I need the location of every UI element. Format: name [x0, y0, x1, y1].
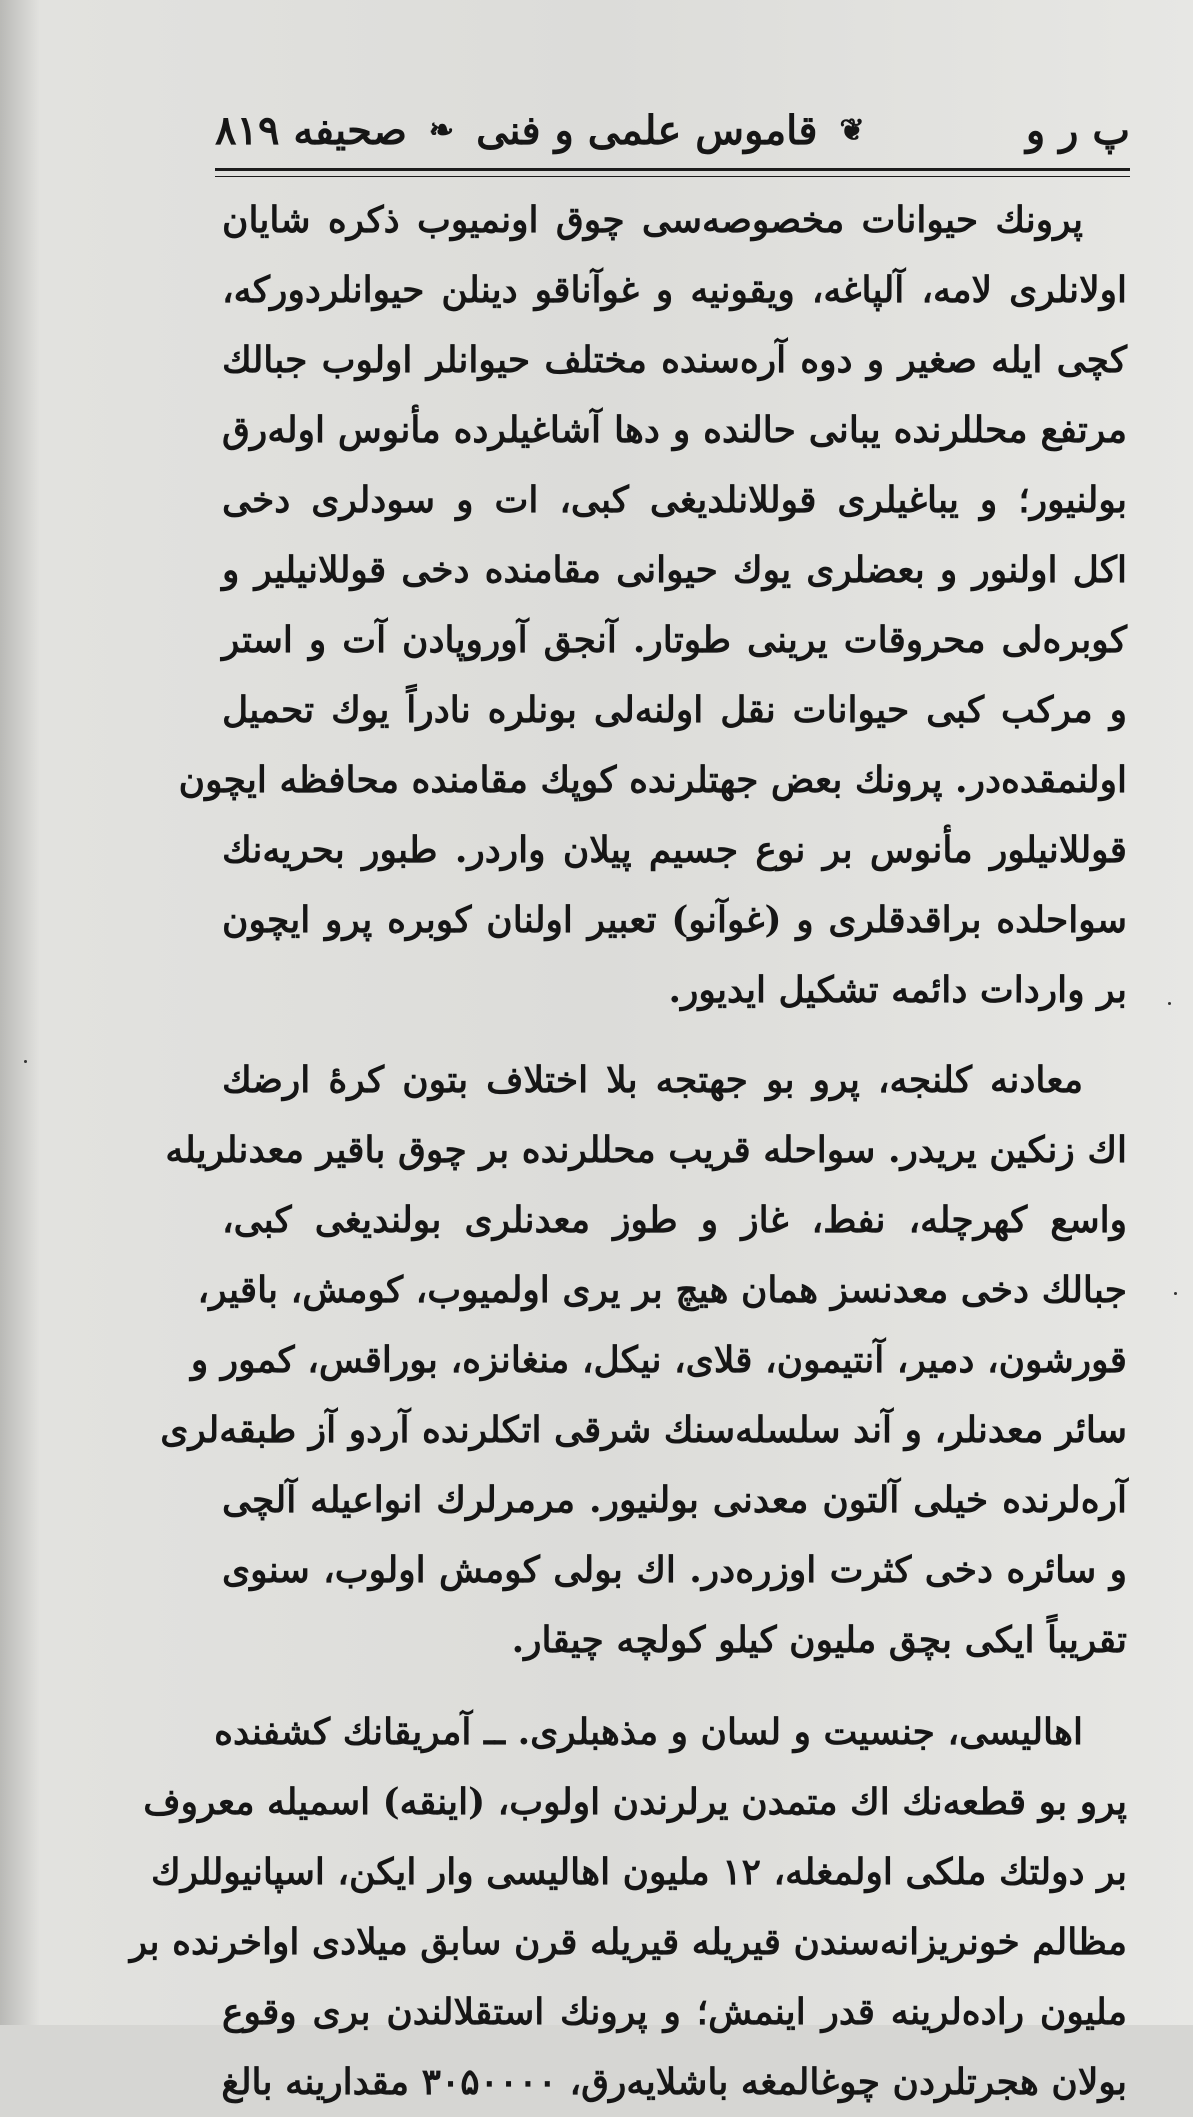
text-line: جبالك دخی معدنسز همان هیچ بر یری اولمیوب، کومش، باقیر،: [197, 1269, 1127, 1311]
text-line: بولان هجرتلردن چوغالمغه باشلایه‌رق، ۳۰۵۰۰۰۰ مقدارینه بالغ: [221, 2061, 1127, 2103]
running-header: [215, 95, 1130, 165]
text-line: تقریباً ایکی بچق ملیون کیلو کولچه چیقار.: [511, 1619, 1127, 1661]
text-line: مظالم خونریزانه‌سندن قیریله قیریله قرن سابق میلادی اواخرنده بر: [129, 1921, 1127, 1963]
paper-speck: [1168, 1002, 1171, 1005]
text-line: واسع کهرچله، نفط، غاز و طوز معدنلری بولندیغی کبی،: [222, 1199, 1127, 1241]
paper-speck: [1174, 1292, 1177, 1295]
text-line: اولنمقده‌در. پرونك بعض جهتلرنده کوپك مقامنده محافظه ایچون: [178, 759, 1127, 801]
text-line: آره‌لرنده خیلی آلتون معدنی بولنیور. مرمرلرك انواعیله آلچی: [222, 1479, 1127, 1521]
text-line: کچی ایله صغیر و دوه آره‌سنده مختلف حیوانلر اولوب جبالك: [222, 339, 1127, 381]
text-line: بولنیور؛ و یباغیلری قوللانلدیغی کبی، ات و سودلری دخی: [222, 479, 1127, 521]
paragraph-fauna: [178, 185, 1127, 1025]
text-line: اکل اولنور و بعضلری یوك حیوانی مقامنده دخی قوللانیلیر و: [222, 549, 1127, 591]
text-line: بر دولتك ملکی اولمغله، ۱۲ ملیون اهالیسی وار ایکن، اسپانیوللرك: [150, 1851, 1127, 1893]
text-line: ملیون راده‌لرینه قدر اینمش؛ و پرونك استقلالندن بری وقوع: [222, 1991, 1127, 2033]
text-line: پرو بو قطعه‌نك اك متمدن یرلرندن اولوب، (اینقه) اسمیله معروف: [143, 1781, 1127, 1823]
section-entry-label: پ ر و: [1025, 106, 1130, 154]
paragraph-population: [129, 1697, 1127, 2117]
text-line: پرونك حیوانات مخصوصه‌سی چوق اونمیوب ذکره شایان: [222, 199, 1083, 241]
header-rule: [215, 168, 1130, 171]
paper-speck: [24, 1060, 27, 1063]
ornament-icon: ❧: [428, 112, 455, 148]
text-line: و مرکب کبی حیوانات نقل اولنه‌لی بونلره نادراً یوك تحمیل: [222, 689, 1127, 731]
text-line: کوبره‌لی محروقات یرینی طوتار. آنجق آوروپادن آت و استر: [222, 619, 1127, 661]
text-line: اولانلری لامه، آلپاغه، ویقونیه و غوآناقو دینلن حیوانلردورکه،: [222, 269, 1127, 311]
text-line: سائر معدنلر، و آند سلسله‌سنك شرقی اتکلرنده آردو آز طبقه‌لری: [160, 1409, 1127, 1451]
page-number: صحیفه ۸۱۹: [215, 106, 407, 154]
paragraph-minerals: [160, 1045, 1127, 1675]
header-rule-thin: [215, 176, 1130, 177]
ornament-icon: ❦: [839, 112, 865, 148]
body-text: [129, 185, 1127, 2117]
text-line: قورشون، دمیر، آنتیمون، قلای، نیکل، منغانزه، بوراقس، کمور و: [190, 1339, 1127, 1381]
text-line: قوللانیلور مأنوس بر نوع جسیم پیلان واردر. طبور بحریه‌نك: [222, 829, 1127, 871]
text-line: سواحلده براقدقلری و (غوآنو) تعبیر اولنان کوبره پرو ایچون: [222, 899, 1127, 941]
text-line: و سائره دخی کثرت اوزره‌در. اك بولی کومش اولوب، سنوی: [222, 1549, 1127, 1591]
dictionary-title: قاموس علمی و فنی: [476, 106, 818, 154]
text-line: مرتفع محللرنده یبانی حالنده و دها آشاغیلرده مأنوس اوله‌رق: [222, 409, 1127, 451]
text-line: معادنه کلنجه، پرو بو جهتجه بلا اختلاف بتون کرهٔ ارضك: [222, 1059, 1083, 1101]
header-title-group: [215, 107, 865, 154]
text-line: اهالیسی، جنسیت و لسان و مذهبلری. ــ آمریقانك کشفنده: [214, 1711, 1083, 1753]
text-line: اك زنکین یریدر. سواحله قریب محللرنده بر چوق باقیر معدنلریله: [165, 1129, 1127, 1171]
text-line: بر واردات دائمه تشکیل ایدیور.: [668, 969, 1127, 1011]
